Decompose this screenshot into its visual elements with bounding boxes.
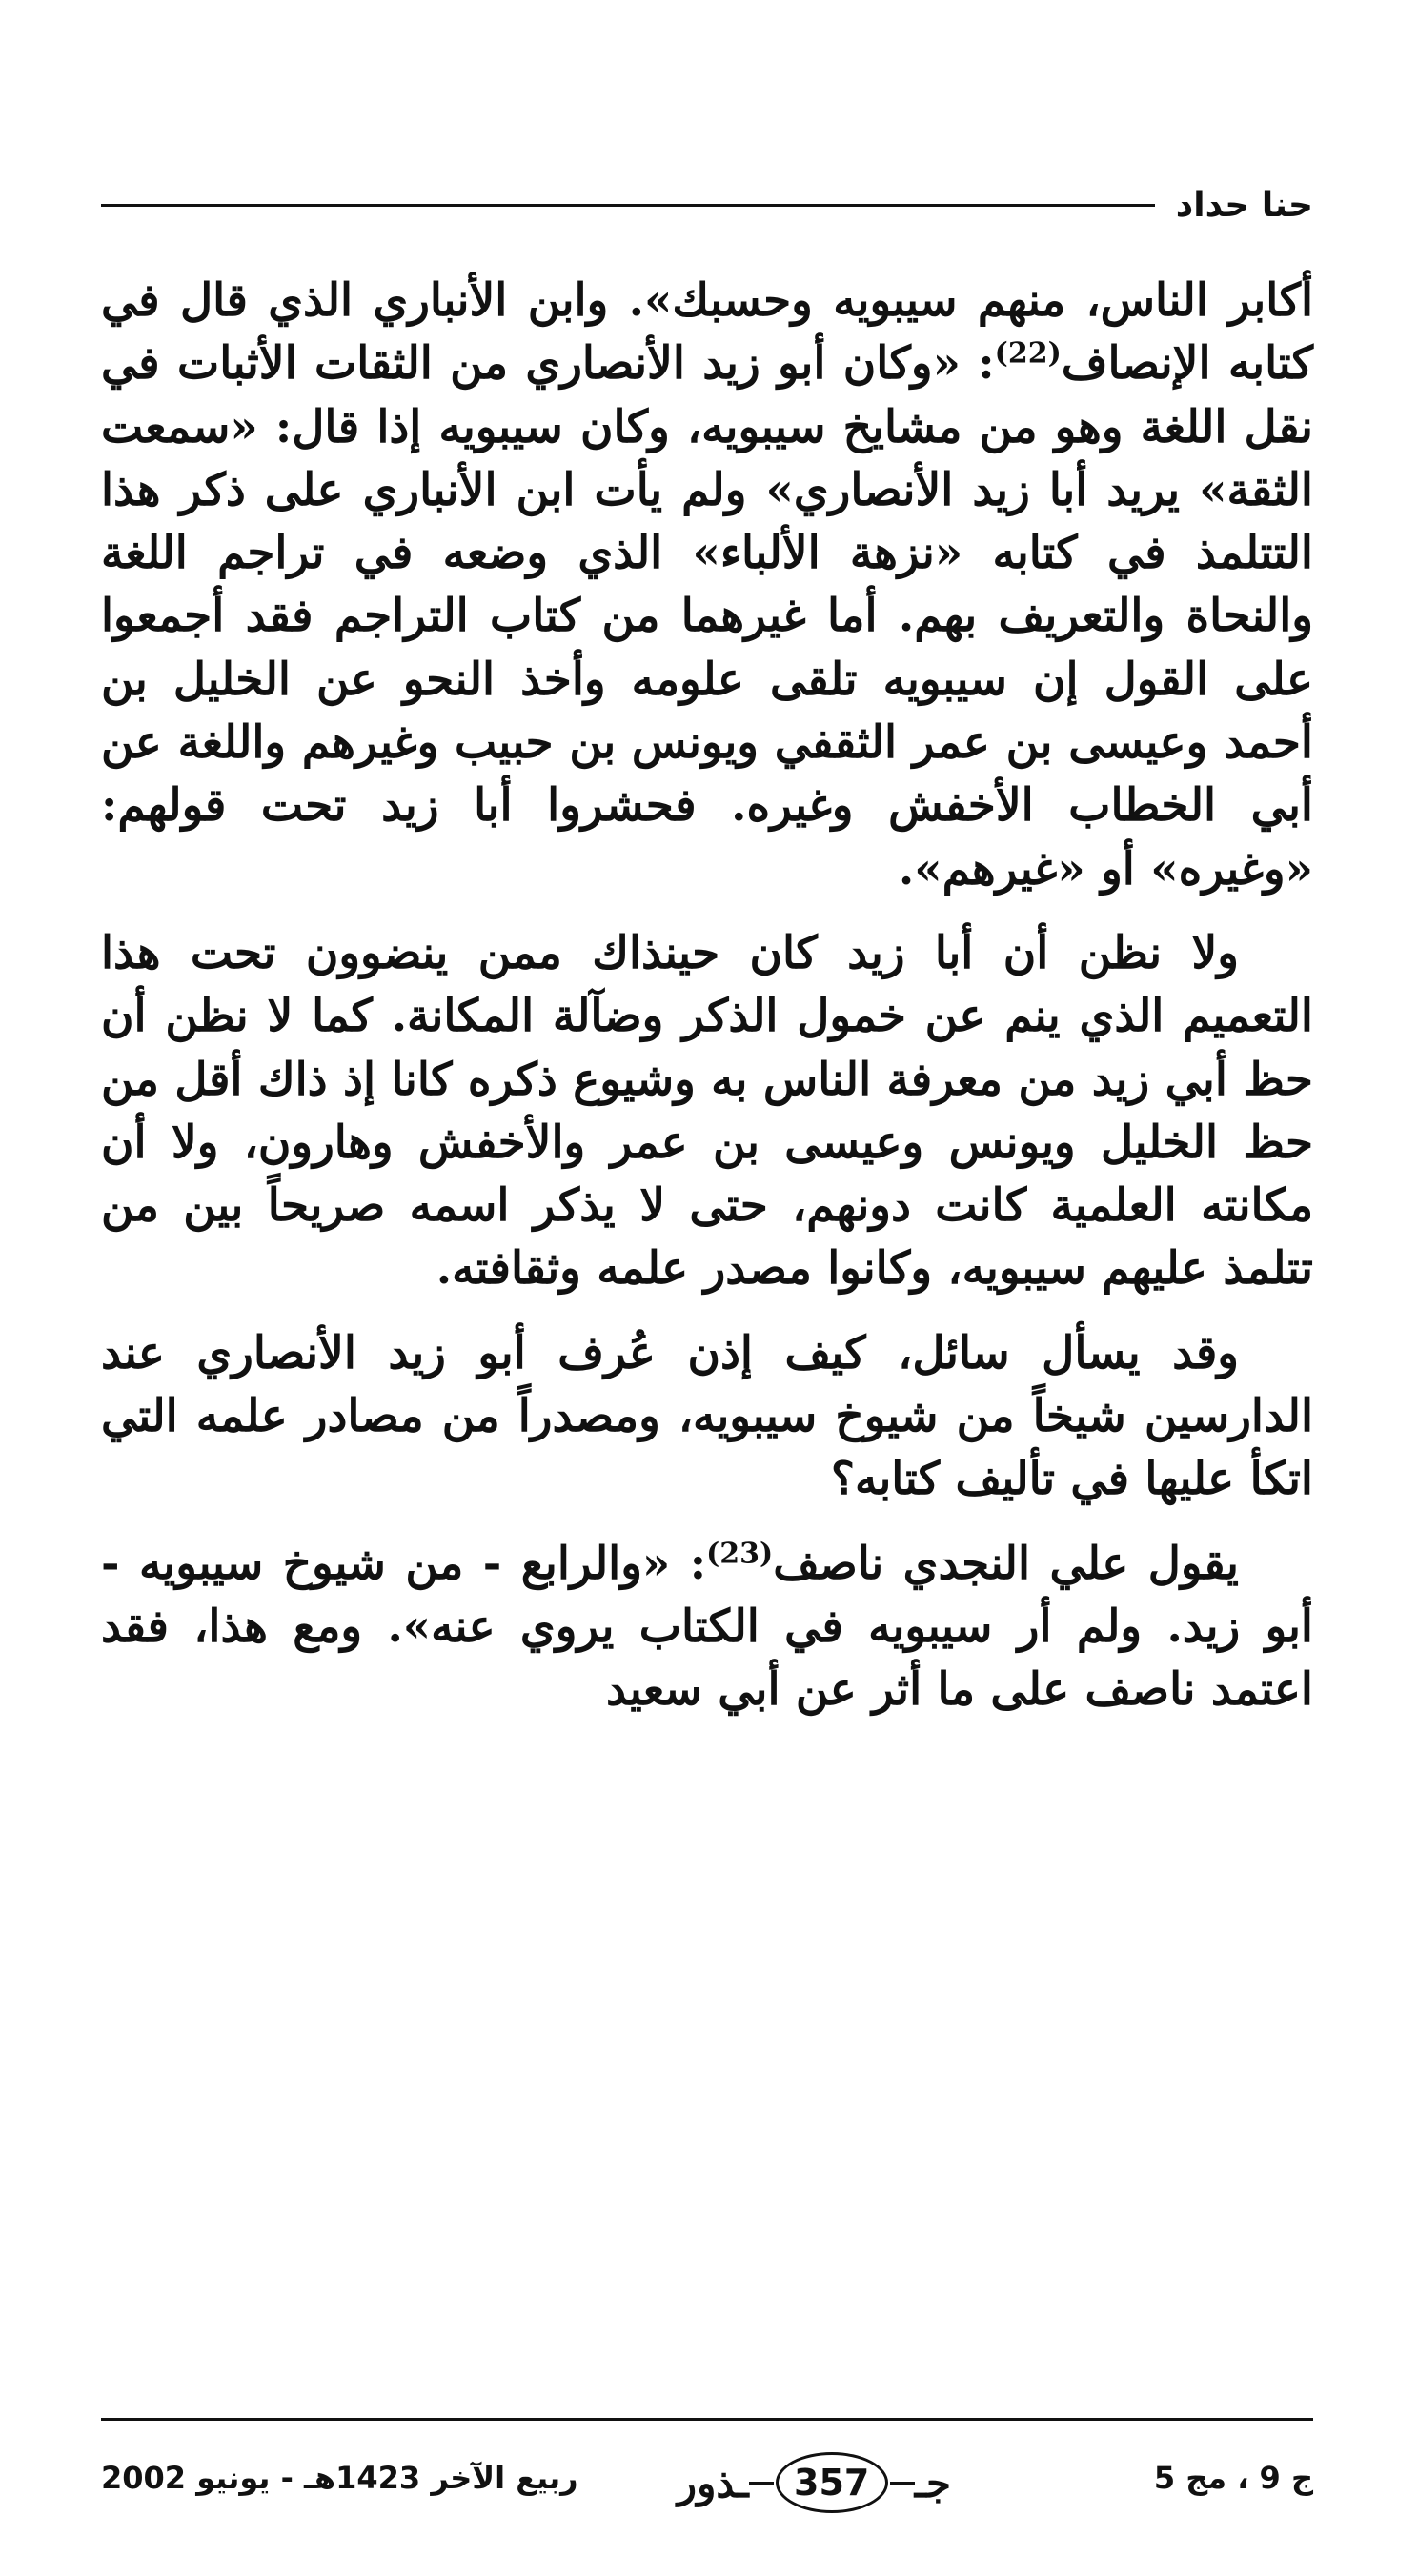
- paragraph-2: ولا نظن أن أبا زيد كان حينذاك ممن ينضوون تحت هذا التعميم الذي ينم عن خمول الذكر وضآلة المكانة. كما لا نظن أن حظ أبي زيد من معرفة الناس به وشيوع ذكره كانا إذ ذاك أقل من حظ الخليل ويونس وعيسى بن عمر والأخفش وهارون، ولا أن مكانته العلمية كانت دونهم، حتى لا يذكر اسمه صريحاً بين من تتلمذ عليهم سيبويه، وكانوا مصدر علمه وثقافته.: [101, 926, 1313, 1296]
- running-header-author: حنا حداد: [1175, 185, 1313, 225]
- footer-date: ربيع الآخر 1423هـ - يونيو 2002: [101, 2460, 578, 2496]
- journal-name-right: جـ: [914, 2459, 951, 2506]
- document-page: [101, 0, 1313, 2576]
- paragraph-3: وقد يسأل سائل، كيف إذن عُرف أبو زيد الأنصاري عند الدارسين شيخاً من شيوخ سيبويه، ومصدراً من مصادر علمه التي اتكأ عليها في تأليف كتابه؟: [101, 1326, 1313, 1506]
- page-number: 357: [776, 2452, 888, 2513]
- journal-name-left: ـذور: [677, 2459, 749, 2506]
- journal-dash-right: [890, 2482, 915, 2485]
- footer-journal-mark: [678, 2452, 951, 2513]
- running-header: [101, 176, 1313, 233]
- paragraph-4: [101, 1533, 1313, 1722]
- paragraph-4-text-a: يقول علي النجدي ناصف: [773, 1537, 1239, 1590]
- footer-rule: [101, 2418, 1313, 2421]
- article-body: [101, 270, 1313, 1722]
- running-header-rule: [101, 204, 1155, 207]
- paragraph-4-text-b: : «والرابع - من شيوخ سيبويه - أبو زيد. ولم أر سيبويه في الكتاب يروي عنه». ومع هذا، فقد اعتمد ناصف على ما أثر عن أبي سعيد: [101, 1537, 1313, 1717]
- footer-issue: ج 9 ، مج 5: [1153, 2460, 1313, 2496]
- paragraph-1-text-b: : «وكان أبو زيد الأنصاري من الثقات الأثبات في نقل اللغة وهو من مشايخ سيبويه، وكان سيبويه إذا قال: «سمعت الثقة» يريد أبا زيد الأنصاري» ولم يأت ابن الأنباري على ذكر هذا التتلمذ في كتابه «نزهة الألباء» الذي وضعه في تراجم اللغة والنحاة والتعريف بهم. أما غيرهما من كتاب التراجم فقد أجمعوا على القول إن سيبويه تلقى علومه وأخذ النحو عن الخليل بن أحمد وعيسى بن عمر الثقفي ويونس بن حبيب وغيرهم واللغة عن أبي الخطاب الأخفش وغيره. فحشروا أبا زيد تحت قولهم: «وغيره» أو «غيرهم».: [101, 337, 1313, 896]
- paragraph-1-text-a: أكابر الناس، منهم سيبويه وحسبك». وابن الأنباري الذي قال في كتابه الإنصاف: [101, 274, 1314, 391]
- journal-dash-left: [749, 2482, 774, 2485]
- footnote-ref-22: (22): [994, 336, 1062, 371]
- page-footer: [101, 2439, 1313, 2515]
- footnote-ref-23: (23): [706, 1536, 774, 1570]
- paragraph-1: [101, 270, 1313, 901]
